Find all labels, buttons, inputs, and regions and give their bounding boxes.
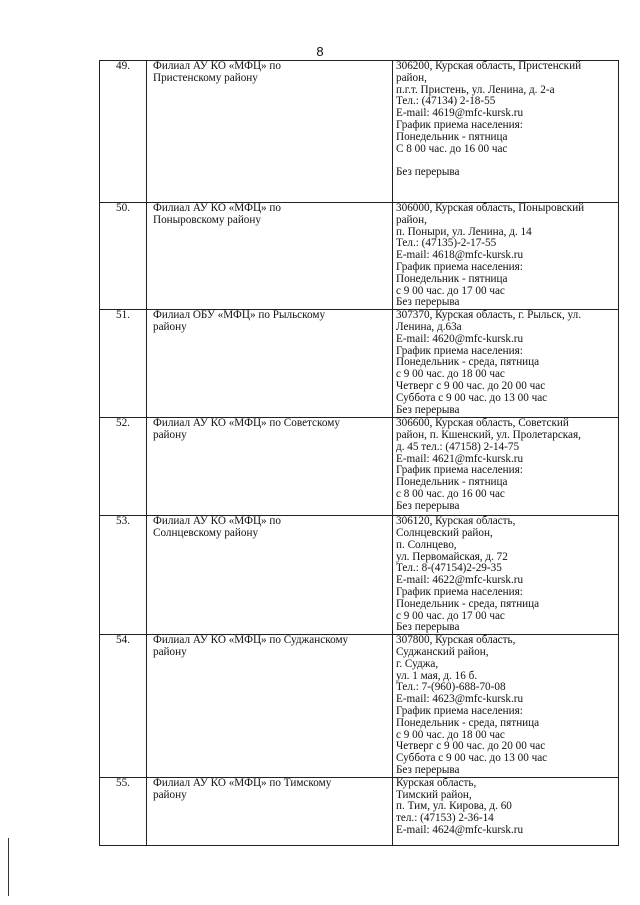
contact-line: с 9 00 час. до 18 00 час bbox=[396, 368, 505, 381]
row-number-cell: 55. bbox=[100, 777, 147, 845]
contact-line: п. Тим, ул. Кирова, д. 60 bbox=[396, 800, 512, 813]
branch-name-line: Филиал АУ КО «МФЦ» по bbox=[153, 515, 281, 528]
contact-line: 307800, Курская область, bbox=[396, 634, 516, 647]
contact-line: Четверг с 9 00 час. до 20 00 час bbox=[396, 740, 546, 753]
contact-line: 306200, Курская область, Пристенский bbox=[396, 60, 582, 72]
contact-line: Понедельник - пятница bbox=[396, 272, 508, 285]
contact-line: Ленина, д.63а bbox=[396, 320, 462, 333]
branch-name-line: Филиал АУ КО «МФЦ» по bbox=[153, 60, 281, 72]
contact-line: Солнцевский район, bbox=[396, 526, 493, 539]
contact-line: Понедельник - пятница bbox=[396, 130, 508, 143]
contact-line: Без перерыва bbox=[396, 166, 460, 179]
contact-line: График приема населения: bbox=[396, 464, 523, 477]
contact-line: район, bbox=[396, 71, 427, 84]
branch-name-line: Поныровскому району bbox=[153, 213, 261, 226]
branch-name-line: Филиал ОБУ «МФЦ» по Рыльскому bbox=[153, 309, 326, 322]
contact-line: Суббота с 9 00 час. до 13 00 час bbox=[396, 391, 548, 404]
branch-name-line: району bbox=[153, 428, 187, 441]
contact-line: Тел.: 8-(47154)2-29-35 bbox=[396, 562, 502, 575]
contact-line: ул. 1 мая, д. 16 б. bbox=[396, 669, 478, 682]
contact-line: район, bbox=[396, 213, 427, 226]
contact-line: Суджанский район, bbox=[396, 645, 489, 658]
branch-name-line: Филиал АУ КО «МФЦ» по Советскому bbox=[153, 417, 340, 430]
table-row bbox=[100, 635, 619, 778]
contact-line: п.г.т. Пристень, ул. Ленина, д. 2-а bbox=[396, 83, 555, 96]
contact-line: Понедельник - пятница bbox=[396, 476, 508, 489]
contact-line: Без перерыва bbox=[396, 296, 460, 309]
contact-line: График приема населения: bbox=[396, 118, 523, 131]
contact-line: с 9 00 час. до 18 00 час bbox=[396, 728, 505, 741]
contact-line: г. Суджа, bbox=[396, 657, 439, 670]
contact-line: График приема населения: bbox=[396, 260, 523, 273]
contact-line: E-mail: 4623@mfc-kursk.ru bbox=[396, 693, 524, 706]
contact-line: E-mail: 4619@mfc-kursk.ru bbox=[396, 107, 524, 120]
contact-line: тел.: (47153) 2-36-14 bbox=[396, 812, 494, 825]
table-row bbox=[100, 310, 619, 418]
contact-line: С 8 00 час. до 16 00 час bbox=[396, 142, 508, 155]
row-number-cell: 53. bbox=[100, 516, 147, 635]
table-body bbox=[100, 61, 619, 846]
contact-line: E-mail: 4621@mfc-kursk.ru bbox=[396, 452, 524, 465]
contact-line: Понедельник - среда, пятница bbox=[396, 356, 540, 369]
branch-contact-cell bbox=[393, 203, 619, 310]
contact-line: 307370, Курская область, г. Рыльск, ул. bbox=[396, 309, 582, 322]
branch-contact-cell bbox=[393, 61, 619, 203]
table-row bbox=[100, 61, 619, 203]
branch-name-cell bbox=[147, 516, 393, 635]
branch-contact-cell bbox=[393, 777, 619, 845]
branch-name-cell bbox=[147, 418, 393, 516]
branch-name-line: Филиал АУ КО «МФЦ» по Суджанскому bbox=[153, 634, 349, 647]
contact-line: График приема населения: bbox=[396, 704, 523, 717]
branch-name-cell bbox=[147, 61, 393, 203]
branch-name-line: району bbox=[153, 788, 187, 801]
contact-line: п. Солнцево, bbox=[396, 538, 457, 551]
branch-name-line: Филиал АУ КО «МФЦ» по Тимскому bbox=[153, 776, 332, 789]
contact-line: Тимский район, bbox=[396, 788, 472, 801]
branch-name-line: району bbox=[153, 645, 187, 658]
branch-contact-cell bbox=[393, 635, 619, 778]
row-number-cell: 49. bbox=[100, 61, 147, 203]
contact-line: Без перерыва bbox=[396, 621, 460, 634]
branch-contact-cell bbox=[393, 418, 619, 516]
contact-line: с 9 00 час. до 17 00 час bbox=[396, 284, 505, 297]
row-number-cell: 51. bbox=[100, 310, 147, 418]
mfc-branch-table bbox=[99, 60, 619, 846]
branch-name-cell bbox=[147, 310, 393, 418]
contact-line: Без перерыва bbox=[396, 499, 460, 512]
contact-line: Понедельник - среда, пятница bbox=[396, 716, 540, 729]
branch-contact-cell bbox=[393, 516, 619, 635]
row-number-cell: 50. bbox=[100, 203, 147, 310]
contact-line: с 9 00 час. до 17 00 час bbox=[396, 609, 505, 622]
contact-line: Тел.: (47134) 2-18-55 bbox=[396, 95, 496, 108]
contact-line: 306600, Курская область, Советский bbox=[396, 417, 569, 430]
contact-line: Без перерыва bbox=[396, 403, 460, 416]
contact-line: E-mail: 4618@mfc-kursk.ru bbox=[396, 249, 524, 262]
contact-line: д. 45 тел.: (47158) 2-14-75 bbox=[396, 440, 520, 453]
contact-line: 306120, Курская область, bbox=[396, 515, 516, 528]
contact-line: График приема населения: bbox=[396, 585, 523, 598]
contact-line: Четверг с 9 00 час. до 20 00 час bbox=[396, 379, 546, 392]
table-row bbox=[100, 777, 619, 845]
contact-line: Тел.: (47135)-2-17-55 bbox=[396, 237, 497, 250]
margin-rule bbox=[8, 838, 9, 896]
contact-line: п. Поныри, ул. Ленина, д. 14 bbox=[396, 225, 532, 238]
page-number: 8 bbox=[316, 44, 324, 59]
contact-line: Тел.: 7-(960)-688-70-08 bbox=[396, 681, 506, 694]
branch-name-line: Пристенскому району bbox=[153, 71, 258, 84]
table-row bbox=[100, 203, 619, 310]
contact-line: район, п. Кшенский, ул. Пролетарская, bbox=[396, 428, 581, 441]
contact-line: Без перерыва bbox=[396, 763, 460, 776]
contact-line: с 8 00 час. до 16 00 час bbox=[396, 487, 505, 500]
contact-line: График приема населения: bbox=[396, 344, 523, 357]
branch-contact-cell bbox=[393, 310, 619, 418]
branch-name-cell bbox=[147, 777, 393, 845]
contact-line: 306000, Курская область, Поныровский bbox=[396, 202, 585, 214]
branch-name-line: Филиал АУ КО «МФЦ» по bbox=[153, 202, 281, 214]
contact-line: E-mail: 4624@mfc-kursk.ru bbox=[396, 823, 524, 836]
row-number-cell: 52. bbox=[100, 418, 147, 516]
contact-line: Понедельник - среда, пятница bbox=[396, 597, 540, 610]
branch-name-line: району bbox=[153, 320, 187, 333]
branch-name-line: Солнцевскому району bbox=[153, 526, 259, 539]
branch-name-cell bbox=[147, 203, 393, 310]
contact-line: Суббота с 9 00 час. до 13 00 час bbox=[396, 752, 548, 765]
contact-line: E-mail: 4620@mfc-kursk.ru bbox=[396, 332, 524, 345]
row-number-cell: 54. bbox=[100, 635, 147, 778]
table-row bbox=[100, 516, 619, 635]
contact-line: E-mail: 4622@mfc-kursk.ru bbox=[396, 574, 524, 587]
contact-line: Курская область, bbox=[396, 776, 477, 789]
table-row bbox=[100, 418, 619, 516]
contact-line: ул. Первомайская, д. 72 bbox=[396, 550, 508, 563]
branch-name-cell bbox=[147, 635, 393, 778]
